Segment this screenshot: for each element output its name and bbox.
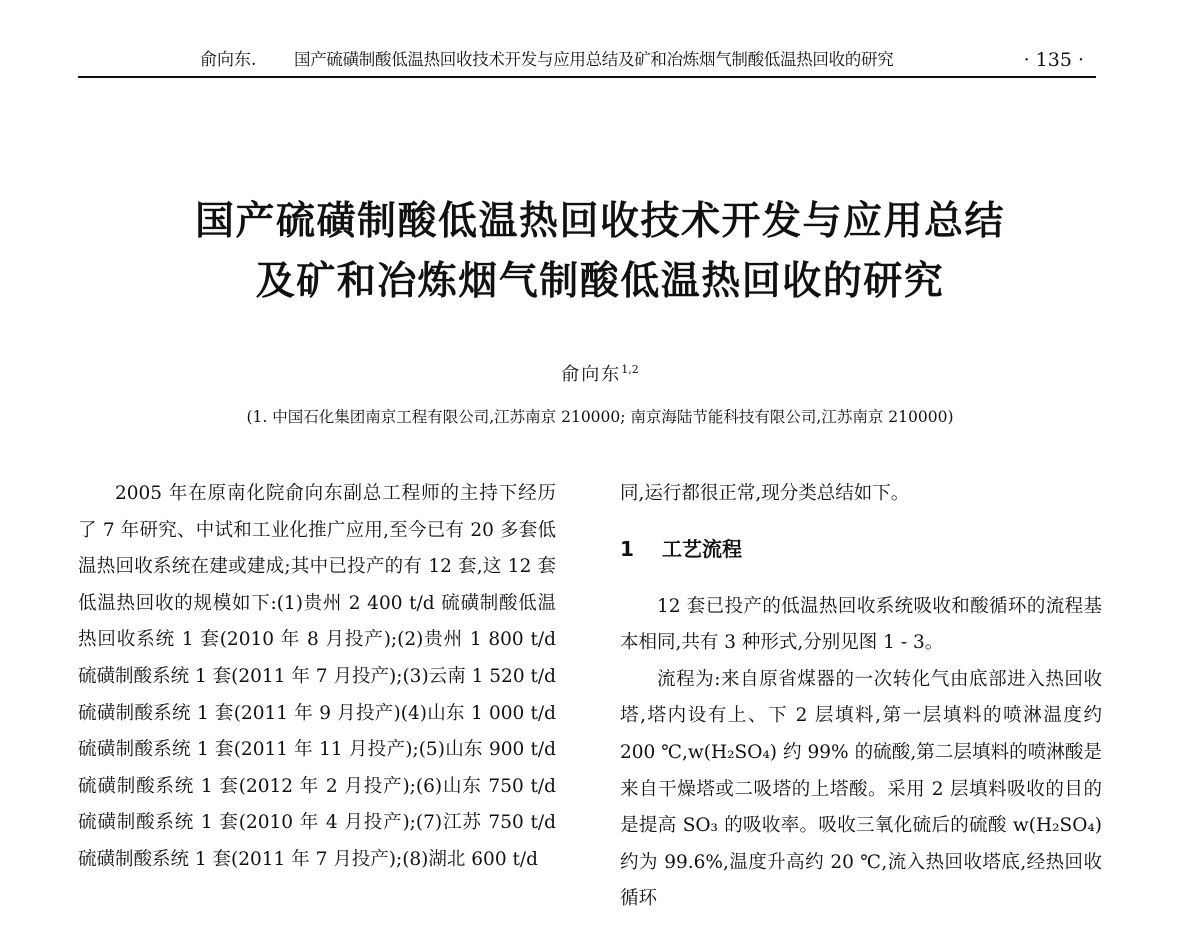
- article-title-line-1: 国产硫磺制酸低温热回收技术开发与应用总结: [194, 199, 1005, 244]
- section-title: 工艺流程: [662, 536, 742, 561]
- continued-text: 同,运行都很正常,现分类总结如下。: [620, 483, 910, 504]
- running-header: [78, 44, 1096, 78]
- author-name: 俞向东: [561, 364, 622, 385]
- article-title: [0, 192, 1200, 312]
- author-affiliation: (1. 中国石化集团南京工程有限公司,江苏南京 210000; 南京海陆节能科技有限公司,江苏南京 210000): [246, 408, 954, 426]
- intro-paragraph: 2005 年在原南化院俞向东副总工程师的主持下经历了 7 年研究、中试和工业化推广应用,至今已有 20 多套低温热回收系统在建或建成;其中已投产的有 12 套,这 12 套低温热回收的规模如下:(1)贵州 2 400 t/d 硫磺制酸低温热回收系统 1 套(2010 年 8 月投产);(2)贵州 1 800 t/d 硫磺制酸系统 1 套(2011 年 7 月投产);(3)云南 1 520 t/d 硫磺制酸系统 1 套(2011 年 9 月投产)(4)山东 1 000 t/d 硫磺制酸系统 1 套(2011 年 11 月投产);(5)山东 900 t/d 硫磺制酸系统 1 套(2012 年 2 月投产);(6)山东 750 t/d 硫磺制酸系统 1 套(2010 年 4 月投产);(7)江苏 750 t/d 硫磺制酸系统 1 套(2011 年 7 月投产);(8)湖北 600 t/d: [78, 483, 556, 870]
- page-number: · 135 ·: [1023, 49, 1084, 71]
- author-affiliation-marks: 1,2: [621, 363, 639, 376]
- running-header-author: 俞向东.: [200, 50, 257, 70]
- process-paragraph-2: 流程为:来自原省煤器的一次转化气由底部进入热回收塔,塔内设有上、下 2 层填料,第一层填料的喷淋温度约 200 ℃,w(H₂SO₄) 约 99% 的硫酸,第二层填料的喷淋酸是来自干燥塔或二吸塔的上塔酸。采用 2 层填料吸收的目的是提高 SO₃ 的吸收率。吸收三氧化硫后的硫酸 w(H₂SO₄)约为 99.6%,温度升高约 20 ℃,流入热回收塔底,经热回收循环: [620, 668, 1102, 910]
- author-line: [0, 356, 1200, 389]
- running-header-title: 国产硫磺制酸低温热回收技术开发与应用总结及矿和冶炼烟气制酸低温热回收的研究: [294, 50, 894, 69]
- left-column: [78, 476, 556, 879]
- section-heading: [620, 531, 1102, 567]
- article-title-line-2: 及矿和冶炼烟气制酸低温热回收的研究: [255, 259, 945, 304]
- section-number: 1: [620, 536, 634, 561]
- process-paragraph-1: 12 套已投产的低温热回收系统吸收和酸循环的流程基本相同,共有 3 种形式,分别见图 1 - 3。: [620, 595, 1102, 654]
- right-column: [620, 476, 1102, 918]
